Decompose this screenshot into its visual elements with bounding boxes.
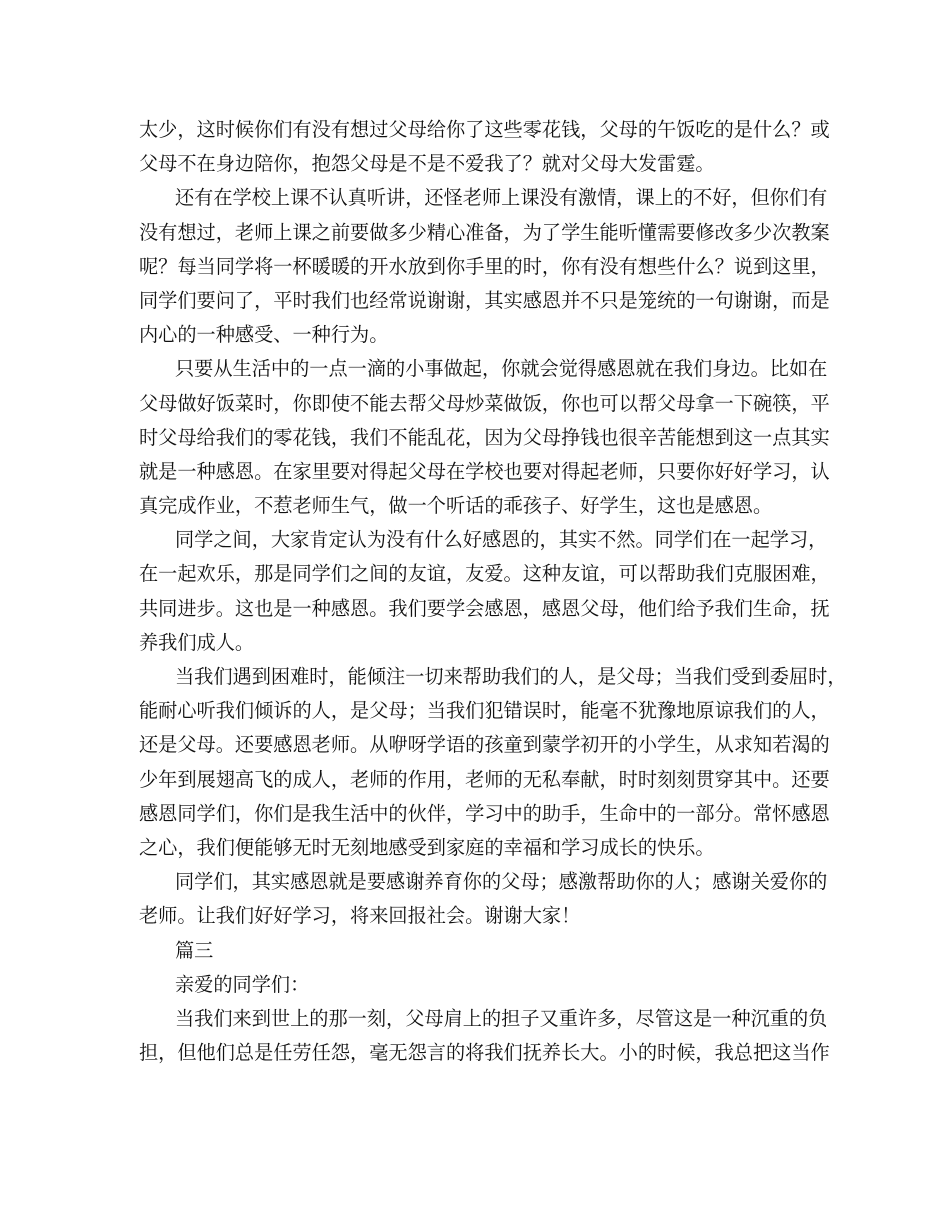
- text-line: 没有想过，老师上课之前要做多少精心准备，为了学生能听懂需要修改多少次教案: [139, 220, 830, 244]
- text-line: 时父母给我们的零花钱，我们不能乱花，因为父母挣钱也很辛苦能想到这一点其实: [139, 425, 830, 449]
- text-line: 在一起欢乐，那是同学们之间的友谊，友爱。这种友谊，可以帮助我们克服困难，: [139, 562, 830, 586]
- text-line: 当我们来到世上的那一刻，父母肩上的担子又重许多，尽管这是一种沉重的负: [175, 1006, 828, 1030]
- text-line: 养我们成人。: [139, 630, 255, 654]
- text-line: 感恩同学们，你们是我生活中的伙伴，学习中的助手，生命中的一部分。常怀感恩: [139, 801, 830, 825]
- text-line: 父母不在身边陪你，抱怨父母是不是不爱我了？就对父母大发雷霆。: [139, 152, 715, 176]
- text-line: 亲爱的同学们：: [175, 972, 310, 996]
- text-line: 就是一种感恩。在家里要对得起父母在学校也要对得起老师，只要你好好学习，认: [139, 459, 830, 483]
- text-line: 内心的一种感受、一种行为。: [139, 323, 389, 347]
- text-line: 同学们要问了，平时我们也经常说谢谢，其实感恩并不只是笼统的一句谢谢，而是: [139, 288, 830, 312]
- text-line: 父母做好饭菜时，你即使不能去帮父母炒菜做饭，你也可以帮父母拿一下碗筷，平: [139, 391, 830, 415]
- text-line: 同学之间，大家肯定认为没有什么好感恩的，其实不然。同学们在一起学习，: [175, 528, 828, 552]
- text-line: 呢？每当同学将一杯暖暖的开水放到你手里的时，你有没有想些什么？说到这里，: [139, 254, 830, 278]
- text-line: 只要从生活中的一点一滴的小事做起，你就会觉得感恩就在我们身边。比如在: [175, 357, 828, 381]
- text-line: 当我们遇到困难时，能倾注一切来帮助我们的人，是父母；当我们受到委屈时，: [175, 665, 847, 688]
- text-line: 担，但他们总是任劳任怨，毫无怨言的将我们抚养长大。小的时候，我总把这当作: [139, 1041, 830, 1065]
- text-line: 还有在学校上课不认真听讲，还怪老师上课没有激情，课上的不好，但你们有: [175, 186, 828, 210]
- text-line: 还是父母。还要感恩老师。从咿呀学语的孩童到蒙学初开的小学生，从求知若渴的: [139, 733, 830, 757]
- text-line: 少年到展翅高飞的成人，老师的作用，老师的无私奉献，时时刻刻贯穿其中。还要: [139, 767, 830, 791]
- text-line: 真完成作业，不惹老师生气，做一个听话的乖孩子、好学生，这也是感恩。: [139, 494, 773, 518]
- text-line: 共同进步。这也是一种感恩。我们要学会感恩，感恩父母，他们给予我们生命，抚: [139, 596, 830, 620]
- text-line: 同学们，其实感恩就是要感谢养育你的父母；感激帮助你的人；感谢关爱你的: [175, 870, 828, 894]
- text-line: 之心，我们便能够无时无刻地感受到家庭的幸福和学习成长的快乐。: [139, 835, 715, 859]
- text-line: 篇三: [175, 938, 214, 962]
- text-line: 能耐心听我们倾诉的人，是父母；当我们犯错误时，能毫不犹豫地原谅我们的人，: [139, 699, 830, 723]
- text-line: 老师。让我们好好学习，将来回报社会。谢谢大家！: [139, 904, 581, 928]
- text-line: 太少，这时候你们有没有想过父母给你了这些零花钱，父母的午饭吃的是什么？或: [139, 118, 830, 141]
- document-body: [139, 113, 847, 1070]
